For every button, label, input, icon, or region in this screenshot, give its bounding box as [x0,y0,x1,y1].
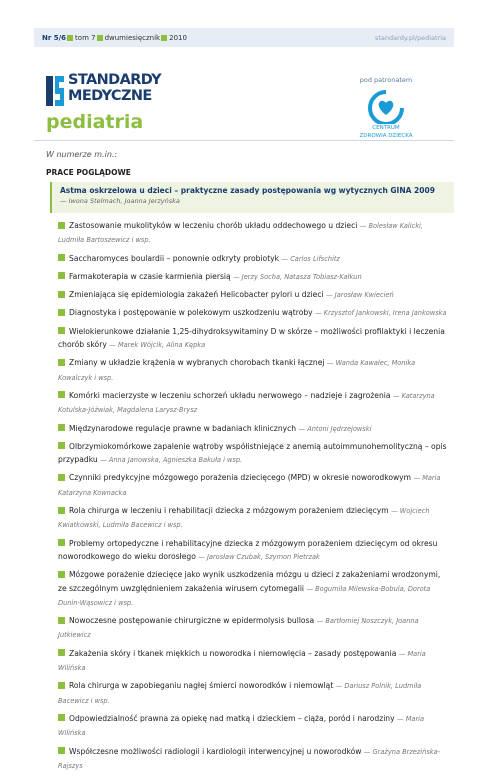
list-item[interactable] [58,712,450,741]
article-title: Komórki macierzyste w leczeniu schorzeń układu nerwowego – nadzieje i zagrożenia [69,390,391,400]
logo-line-2: MEDYCZNE [68,88,152,104]
volume: tom 7 [75,33,96,42]
year: 2010 [169,33,187,42]
green-square-bullet-icon [58,649,65,656]
patronage-org-line-2: ZDROWIA DZIECKA [359,133,413,139]
list-item[interactable] [58,745,450,774]
list-item[interactable] [58,679,450,708]
green-square-bullet-icon [58,309,65,316]
article-authors: — Antoni Jędrzejowski [298,424,372,433]
article-title: Współczesne możliwości radiologii i kardiologii interwencyjnej u noworodków [69,746,362,756]
article-title: Zmiany w układzie krążenia w wybranych chorobach tkanki łącznej [69,358,325,368]
list-item[interactable] [58,440,450,468]
czd-heart-logo-icon [366,88,406,124]
green-square-bullet-icon [58,424,65,431]
article-authors: — Maria Katarzyna Kownacka [58,474,441,497]
frequency: dwumiesięcznik [104,33,161,42]
article-title: Odpowiedzialność prawna za opiekę nad matką i dzieckiem – ciąża, poród i narodziny [69,713,395,723]
logo-wordmark [68,72,161,104]
square-bullet-icon [161,35,167,41]
standardy-medyczne-logo [46,72,206,108]
green-square-bullet-icon [58,682,65,689]
issue-bar [34,28,454,47]
article-authors: — Carlos Lifschitz [281,254,340,263]
list-item[interactable] [58,504,450,533]
list-item[interactable] [58,306,450,320]
list-item[interactable] [58,288,450,302]
article-title: Wielokierunkowe działanie 1,25-dihydroksywitaminy D w skórze – możliwości profilaktyki i leczenia chorób skóry [58,326,445,350]
article-title: Zastosowanie mukolityków w leczeniu chorób układu oddechowego u dzieci [69,221,358,230]
article-authors: — Dariusz Polnik, Ludmiła Bacewicz i wsp. [58,682,422,705]
green-square-bullet-icon [58,539,65,546]
article-authors: — Wojciech Kwiatkowski, Ludmiła Bacewicz i wsp. [58,507,430,530]
article-authors: — Bogumiła Milewska-Bobula, Dorota Dunin-Wąsowicz i wsp. [58,584,431,607]
list-item[interactable] [58,568,450,610]
article-title: Zakażenia skóry i tkanek miękkich u noworodka i niemowlęcia – zasady postępowania [69,648,397,658]
green-square-bullet-icon [58,714,65,721]
green-square-bullet-icon [58,391,65,398]
article-authors: — Jarosław Czubak, Szymon Pietrzak [198,552,320,561]
green-square-bullet-icon [58,617,65,624]
patronage-block [350,76,422,140]
header-divider [34,140,454,141]
journal-name: pediatria [46,111,144,133]
list-item[interactable] [58,325,450,353]
logo-line-1: STANDARDY [68,72,162,88]
article-authors: — Jerzy Socha, Natasza Tobiasz-Kałkun [233,272,362,281]
green-square-bullet-icon [58,442,65,449]
patronage-label: pod patronatem [359,76,413,84]
article-title: Czynniki predykcyjne mózgowego porażenia dziecięcego (MPD) w okresie noworodkowym [69,473,412,483]
featured-title: Astma oskrzelowa u dzieci – praktyczne zasady postępowania wg wytycznych GINA 2009 [60,186,435,195]
section-heading: PRACE POGLĄDOWE [46,168,131,177]
list-item[interactable] [58,647,450,676]
featured-article[interactable] [50,182,454,213]
green-square-bullet-icon [58,272,65,279]
issue-number: Nr 5/6 [42,33,67,42]
article-title: Olbrzymiokomórkowe zapalenie wątroby współistniejące z anemią autoimmunohemolityczną – opis przypadku [58,441,447,465]
article-authors: — Maria Wilińska [58,649,426,673]
list-item[interactable] [58,219,450,248]
article-authors: — Jarosław Kwiecień [326,291,394,300]
article-authors: — Katarzyna Kotulska-Jóźwiak, Magdalena Larysz-Brysz [58,391,435,415]
green-square-bullet-icon [58,327,65,334]
article-title: Saccharomyces boulardii – ponownie odkryty probiotyk [69,253,280,263]
green-square-bullet-icon [58,254,65,261]
list-item[interactable] [58,270,450,284]
green-square-bullet-icon [58,474,65,481]
list-item[interactable] [58,389,450,418]
list-item[interactable] [58,537,450,565]
article-authors: — Bolesław Kalicki, Ludmiła Bartoszewicz i wsp. [58,222,423,245]
article-title: Międzynarodowe regulacje prawne w badaniach klinicznych [69,423,297,433]
green-square-bullet-icon [58,571,65,578]
article-title: Zmieniająca się epidemiologia zakażeń Helicobacter pylori u dzieci [69,290,324,300]
green-square-bullet-icon [58,747,65,754]
article-title: Farmakoterapia w czasie karmienia piersią [69,271,231,281]
intro-text: W numerze m.in.: [46,150,118,159]
article-list [58,219,450,777]
article-authors: — Bartłomiej Noszczyk, Joanna Jutkiewicz [58,617,419,640]
list-item[interactable] [58,422,450,436]
patronage-org-line-1: CENTRUM [372,125,400,131]
article-authors: — Grażyna Brzezińska-Rajszys [58,747,440,770]
article-title: Nowoczesne postępowanie chirurgiczne w epidermolysis bullosa [69,616,315,626]
article-authors: — Krzysztof Jankowski, Irena Jankowska [315,309,447,318]
list-item[interactable] [58,252,450,266]
article-authors: — Wanda Kawalec, Monika Kowalczyk i wsp. [58,359,416,382]
article-title: Diagnostyka i postępowanie w polekowym uszkodzeniu wątroby [69,308,313,318]
green-square-bullet-icon [58,507,65,514]
featured-authors: — Iwona Stelmach, Joanna Jerzyńska [60,197,180,205]
article-authors: — Marek Wójcik, Alina Kępka [109,341,206,350]
logo-mark-icon [46,76,64,106]
list-item[interactable] [58,614,450,643]
article-title: Rola chirurga w leczeniu i rehabilitacji dziecka z mózgowym porażeniem dziecięcym [69,506,389,516]
green-square-bullet-icon [58,291,65,298]
square-bullet-icon [67,35,73,41]
article-title: Problemy ortopedyczne i rehabilitacyjne dziecka z mózgowym porażeniem dziecięcym od okresu noworodkowego do wieku dorosłego [58,538,438,561]
list-item[interactable] [58,356,450,385]
article-authors: — Maria Wilińska [58,714,425,738]
list-item[interactable] [58,471,450,500]
square-bullet-icon [97,35,103,41]
green-square-bullet-icon [58,222,65,229]
article-title: Rola chirurga w zapobieganiu nagłej śmierci noworodków i niemowląt [69,681,334,691]
journal-url[interactable]: standardy.pl/pediatria [375,33,446,42]
green-square-bullet-icon [58,359,65,366]
article-authors: — Anna Janowska, Agnieszka Bakuła i wsp. [100,456,243,465]
article-title: Mózgowe porażenie dziecięce jako wynik uszkodzenia mózgu u dzieci z zakażeniami wrodzonymi, ze szczególnym uwzględnieniem zakażenia wirusem cytomegalii [58,570,441,593]
